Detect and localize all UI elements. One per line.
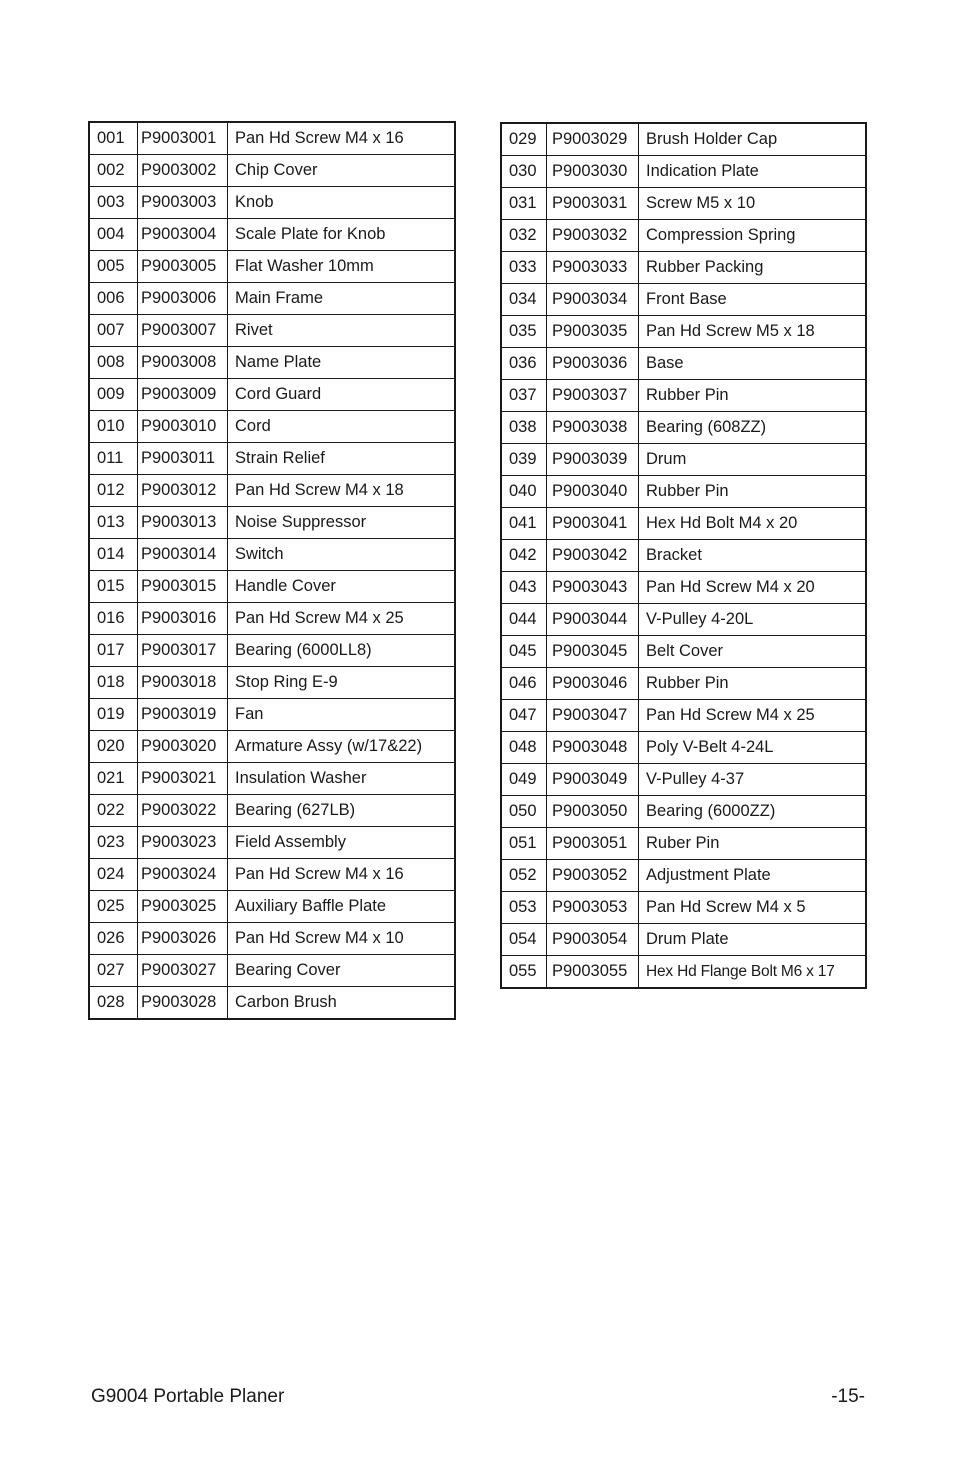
parts-table-body (501, 123, 866, 988)
table-row (501, 220, 866, 252)
part-number-cell: P9003041 (547, 508, 639, 540)
ref-number-cell: 014 (89, 539, 138, 571)
description-cell: Rubber Pin (639, 668, 867, 700)
description-cell: Bearing (608ZZ) (639, 412, 867, 444)
part-number-cell: P9003002 (138, 155, 228, 187)
description-cell: Handle Cover (228, 571, 456, 603)
description-cell: Pan Hd Screw M5 x 18 (639, 316, 867, 348)
description-cell: Hex Hd Bolt M4 x 20 (639, 508, 867, 540)
part-number-cell: P9003022 (138, 795, 228, 827)
part-number-cell: P9003028 (138, 987, 228, 1020)
part-number-cell: P9003044 (547, 604, 639, 636)
part-number-cell: P9003033 (547, 252, 639, 284)
ref-number-cell: 044 (501, 604, 547, 636)
description-cell: Bearing (6000ZZ) (639, 796, 867, 828)
description-cell: Bearing (6000LL8) (228, 635, 456, 667)
part-number-cell: P9003053 (547, 892, 639, 924)
table-row (89, 699, 455, 731)
table-row (89, 891, 455, 923)
table-row (89, 411, 455, 443)
description-cell: V-Pulley 4-37 (639, 764, 867, 796)
description-cell: Rubber Pin (639, 476, 867, 508)
part-number-cell: P9003024 (138, 859, 228, 891)
table-row (501, 508, 866, 540)
description-cell: Rivet (228, 315, 456, 347)
table-row (501, 316, 866, 348)
description-cell: Cord Guard (228, 379, 456, 411)
ref-number-cell: 010 (89, 411, 138, 443)
table-row (89, 347, 455, 379)
part-number-cell: P9003009 (138, 379, 228, 411)
description-cell: Brush Holder Cap (639, 123, 867, 156)
table-row (89, 827, 455, 859)
part-number-cell: P9003045 (547, 636, 639, 668)
ref-number-cell: 003 (89, 187, 138, 219)
table-row (89, 507, 455, 539)
table-row (89, 635, 455, 667)
description-cell: Chip Cover (228, 155, 456, 187)
ref-number-cell: 054 (501, 924, 547, 956)
ref-number-cell: 017 (89, 635, 138, 667)
description-cell: Switch (228, 539, 456, 571)
part-number-cell: P9003008 (138, 347, 228, 379)
description-cell: Belt Cover (639, 636, 867, 668)
description-cell: Base (639, 348, 867, 380)
table-row (501, 764, 866, 796)
part-number-cell: P9003019 (138, 699, 228, 731)
part-number-cell: P9003046 (547, 668, 639, 700)
part-number-cell: P9003052 (547, 860, 639, 892)
ref-number-cell: 028 (89, 987, 138, 1020)
description-cell: Carbon Brush (228, 987, 456, 1020)
ref-number-cell: 048 (501, 732, 547, 764)
ref-number-cell: 037 (501, 380, 547, 412)
description-cell: Name Plate (228, 347, 456, 379)
part-number-cell: P9003042 (547, 540, 639, 572)
part-number-cell: P9003054 (547, 924, 639, 956)
description-cell: Ruber Pin (639, 828, 867, 860)
table-row (501, 828, 866, 860)
part-number-cell: P9003017 (138, 635, 228, 667)
description-cell: Pan Hd Screw M4 x 5 (639, 892, 867, 924)
part-number-cell: P9003018 (138, 667, 228, 699)
description-cell: Pan Hd Screw M4 x 20 (639, 572, 867, 604)
ref-number-cell: 039 (501, 444, 547, 476)
part-number-cell: P9003005 (138, 251, 228, 283)
ref-number-cell: 038 (501, 412, 547, 444)
parts-table-right (500, 122, 867, 989)
ref-number-cell: 024 (89, 859, 138, 891)
ref-number-cell: 032 (501, 220, 547, 252)
ref-number-cell: 026 (89, 923, 138, 955)
ref-number-cell: 006 (89, 283, 138, 315)
table-row (89, 667, 455, 699)
part-number-cell: P9003001 (138, 122, 228, 155)
description-cell: Field Assembly (228, 827, 456, 859)
description-cell: Drum (639, 444, 867, 476)
description-cell: Pan Hd Screw M4 x 18 (228, 475, 456, 507)
ref-number-cell: 021 (89, 763, 138, 795)
table-row (501, 380, 866, 412)
table-row (501, 540, 866, 572)
ref-number-cell: 040 (501, 476, 547, 508)
description-cell: Rubber Pin (639, 380, 867, 412)
description-cell: Screw M5 x 10 (639, 188, 867, 220)
part-number-cell: P9003015 (138, 571, 228, 603)
ref-number-cell: 035 (501, 316, 547, 348)
part-number-cell: P9003040 (547, 476, 639, 508)
part-number-cell: P9003037 (547, 380, 639, 412)
part-number-cell: P9003049 (547, 764, 639, 796)
parts-table-left (88, 121, 456, 1020)
table-row (89, 603, 455, 635)
table-row (89, 475, 455, 507)
ref-number-cell: 020 (89, 731, 138, 763)
table-row (89, 859, 455, 891)
table-row (89, 795, 455, 827)
table-row (501, 956, 866, 989)
part-number-cell: P9003039 (547, 444, 639, 476)
part-number-cell: P9003016 (138, 603, 228, 635)
ref-number-cell: 016 (89, 603, 138, 635)
ref-number-cell: 015 (89, 571, 138, 603)
part-number-cell: P9003034 (547, 284, 639, 316)
table-row (501, 796, 866, 828)
ref-number-cell: 011 (89, 443, 138, 475)
part-number-cell: P9003029 (547, 123, 639, 156)
ref-number-cell: 001 (89, 122, 138, 155)
table-row (89, 122, 455, 155)
description-cell: Drum Plate (639, 924, 867, 956)
ref-number-cell: 018 (89, 667, 138, 699)
table-row (89, 539, 455, 571)
table-row (501, 732, 866, 764)
ref-number-cell: 041 (501, 508, 547, 540)
table-row (501, 860, 866, 892)
part-number-cell: P9003027 (138, 955, 228, 987)
description-cell: Pan Hd Screw M4 x 10 (228, 923, 456, 955)
part-number-cell: P9003020 (138, 731, 228, 763)
table-row (89, 315, 455, 347)
part-number-cell: P9003043 (547, 572, 639, 604)
part-number-cell: P9003026 (138, 923, 228, 955)
description-cell: Bearing (627LB) (228, 795, 456, 827)
ref-number-cell: 022 (89, 795, 138, 827)
description-cell: Hex Hd Flange Bolt M6 x 17 (639, 956, 867, 989)
description-cell: Fan (228, 699, 456, 731)
part-number-cell: P9003035 (547, 316, 639, 348)
description-cell: Bracket (639, 540, 867, 572)
ref-number-cell: 033 (501, 252, 547, 284)
ref-number-cell: 043 (501, 572, 547, 604)
ref-number-cell: 009 (89, 379, 138, 411)
table-row (501, 604, 866, 636)
footer-page-number: -15- (831, 1386, 865, 1407)
ref-number-cell: 030 (501, 156, 547, 188)
table-row (501, 700, 866, 732)
description-cell: Insulation Washer (228, 763, 456, 795)
table-row (501, 284, 866, 316)
ref-number-cell: 012 (89, 475, 138, 507)
description-cell: Auxiliary Baffle Plate (228, 891, 456, 923)
description-cell: Armature Assy (w/17&22) (228, 731, 456, 763)
ref-number-cell: 034 (501, 284, 547, 316)
table-row (89, 987, 455, 1020)
description-cell: Pan Hd Screw M4 x 25 (639, 700, 867, 732)
part-number-cell: P9003011 (138, 443, 228, 475)
part-number-cell: P9003048 (547, 732, 639, 764)
part-number-cell: P9003038 (547, 412, 639, 444)
ref-number-cell: 019 (89, 699, 138, 731)
part-number-cell: P9003003 (138, 187, 228, 219)
ref-number-cell: 025 (89, 891, 138, 923)
table-row (501, 156, 866, 188)
part-number-cell: P9003025 (138, 891, 228, 923)
part-number-cell: P9003023 (138, 827, 228, 859)
table-row (89, 731, 455, 763)
description-cell: Pan Hd Screw M4 x 25 (228, 603, 456, 635)
ref-number-cell: 036 (501, 348, 547, 380)
description-cell: Compression Spring (639, 220, 867, 252)
description-cell: Stop Ring E-9 (228, 667, 456, 699)
description-cell: Strain Relief (228, 443, 456, 475)
table-row (89, 955, 455, 987)
table-row (501, 444, 866, 476)
description-cell: Main Frame (228, 283, 456, 315)
table-row (501, 892, 866, 924)
ref-number-cell: 023 (89, 827, 138, 859)
ref-number-cell: 042 (501, 540, 547, 572)
part-number-cell: P9003010 (138, 411, 228, 443)
part-number-cell: P9003013 (138, 507, 228, 539)
ref-number-cell: 005 (89, 251, 138, 283)
ref-number-cell: 027 (89, 955, 138, 987)
table-row (501, 572, 866, 604)
description-cell: Noise Suppressor (228, 507, 456, 539)
description-cell: Adjustment Plate (639, 860, 867, 892)
part-number-cell: P9003032 (547, 220, 639, 252)
part-number-cell: P9003007 (138, 315, 228, 347)
table-row (501, 252, 866, 284)
part-number-cell: P9003021 (138, 763, 228, 795)
description-cell: Indication Plate (639, 156, 867, 188)
ref-number-cell: 008 (89, 347, 138, 379)
part-number-cell: P9003036 (547, 348, 639, 380)
ref-number-cell: 049 (501, 764, 547, 796)
part-number-cell: P9003012 (138, 475, 228, 507)
ref-number-cell: 055 (501, 956, 547, 989)
description-cell: V-Pulley 4-20L (639, 604, 867, 636)
description-cell: Poly V-Belt 4-24L (639, 732, 867, 764)
ref-number-cell: 051 (501, 828, 547, 860)
ref-number-cell: 029 (501, 123, 547, 156)
table-row (89, 923, 455, 955)
table-row (89, 571, 455, 603)
part-number-cell: P9003006 (138, 283, 228, 315)
description-cell: Scale Plate for Knob (228, 219, 456, 251)
table-row (89, 763, 455, 795)
ref-number-cell: 046 (501, 668, 547, 700)
table-row (89, 251, 455, 283)
ref-number-cell: 045 (501, 636, 547, 668)
part-number-cell: P9003014 (138, 539, 228, 571)
ref-number-cell: 052 (501, 860, 547, 892)
ref-number-cell: 053 (501, 892, 547, 924)
table-row (501, 188, 866, 220)
description-cell: Bearing Cover (228, 955, 456, 987)
ref-number-cell: 013 (89, 507, 138, 539)
footer-manual-title: G9004 Portable Planer (91, 1386, 285, 1407)
table-row (501, 412, 866, 444)
ref-number-cell: 050 (501, 796, 547, 828)
table-row (89, 379, 455, 411)
table-row (501, 123, 866, 156)
parts-table-body (89, 122, 455, 1019)
part-number-cell: P9003051 (547, 828, 639, 860)
table-row (89, 283, 455, 315)
part-number-cell: P9003047 (547, 700, 639, 732)
description-cell: Knob (228, 187, 456, 219)
description-cell: Flat Washer 10mm (228, 251, 456, 283)
description-cell: Cord (228, 411, 456, 443)
description-cell: Rubber Packing (639, 252, 867, 284)
table-row (89, 219, 455, 251)
description-cell: Pan Hd Screw M4 x 16 (228, 122, 456, 155)
ref-number-cell: 004 (89, 219, 138, 251)
table-row (501, 924, 866, 956)
part-number-cell: P9003050 (547, 796, 639, 828)
table-row (501, 636, 866, 668)
ref-number-cell: 007 (89, 315, 138, 347)
table-row (89, 155, 455, 187)
description-cell: Pan Hd Screw M4 x 16 (228, 859, 456, 891)
part-number-cell: P9003004 (138, 219, 228, 251)
table-row (89, 443, 455, 475)
table-row (501, 668, 866, 700)
description-cell: Front Base (639, 284, 867, 316)
table-row (89, 187, 455, 219)
ref-number-cell: 002 (89, 155, 138, 187)
table-row (501, 476, 866, 508)
ref-number-cell: 031 (501, 188, 547, 220)
table-row (501, 348, 866, 380)
part-number-cell: P9003055 (547, 956, 639, 989)
ref-number-cell: 047 (501, 700, 547, 732)
part-number-cell: P9003031 (547, 188, 639, 220)
part-number-cell: P9003030 (547, 156, 639, 188)
